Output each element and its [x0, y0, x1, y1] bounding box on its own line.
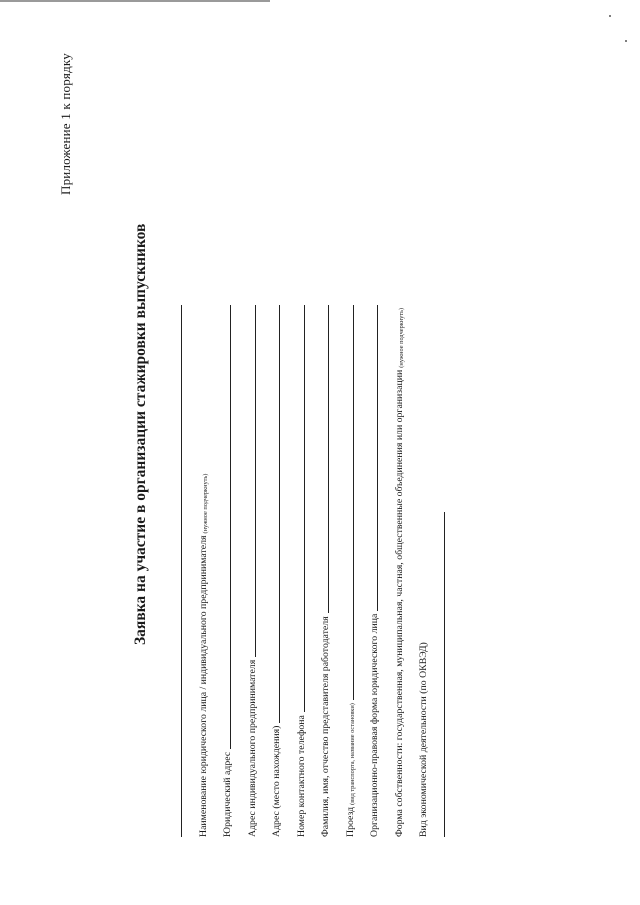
field-legal-form[interactable] — [366, 305, 380, 837]
field-fill-line[interactable] — [328, 305, 329, 613]
field-label: Форма собственности: государственная, муниципальная, частная, общественные объединения или организации — [394, 369, 405, 837]
field-note: (нужное подчеркнуть) — [202, 473, 209, 534]
scan-speck — [609, 15, 611, 17]
field-note: (вид транспорта, название остановки) — [349, 703, 356, 805]
field-entrepreneur-address[interactable] — [244, 305, 258, 837]
field-fill-line[interactable] — [279, 305, 280, 723]
field-legal-address[interactable] — [219, 305, 233, 837]
name-field-line-above — [181, 305, 182, 837]
field-contact-phone[interactable] — [293, 305, 307, 837]
field-label: Фамилия, имя, отчество представителя работодателя — [320, 616, 331, 837]
field-label: Вид экономической деятельности (по ОКВЭД) — [418, 642, 429, 837]
field-fill-line[interactable] — [353, 305, 354, 700]
form-title: Заявка на участие в организации стажировки выпускников — [132, 223, 149, 645]
field-fill-line[interactable] — [377, 305, 378, 611]
economic-activity-fill-line[interactable] — [444, 512, 445, 837]
field-location-address[interactable] — [268, 305, 282, 837]
field-fill-line[interactable] — [230, 305, 231, 749]
scan-speck — [625, 40, 627, 42]
field-transport[interactable] — [342, 305, 356, 837]
field-employer-representative[interactable] — [317, 305, 331, 837]
scan-edge-mark — [0, 0, 270, 2]
field-organization-name — [195, 377, 209, 837]
field-label: Номер контактного телефона — [296, 715, 307, 837]
field-label: Организационно-правовая форма юридического лица — [369, 613, 380, 837]
form-sheet — [20, 30, 610, 870]
field-ownership-form — [391, 277, 405, 837]
appendix-reference: Приложение 1 к порядку — [58, 53, 73, 195]
field-label: Юридический адрес — [222, 751, 233, 837]
field-label: Адрес индивидуального предпринимателя — [247, 659, 258, 837]
field-note: (нужное подчеркнуть) — [398, 307, 405, 368]
field-label: Наименование юридического лица / индивидуального предпринимателя — [198, 535, 209, 837]
field-label: Адрес (место нахождения) — [271, 725, 282, 837]
field-label: Проезд — [345, 806, 356, 837]
field-fill-line[interactable] — [304, 305, 305, 712]
field-fill-line[interactable] — [255, 305, 256, 657]
field-economic-activity — [415, 537, 429, 837]
